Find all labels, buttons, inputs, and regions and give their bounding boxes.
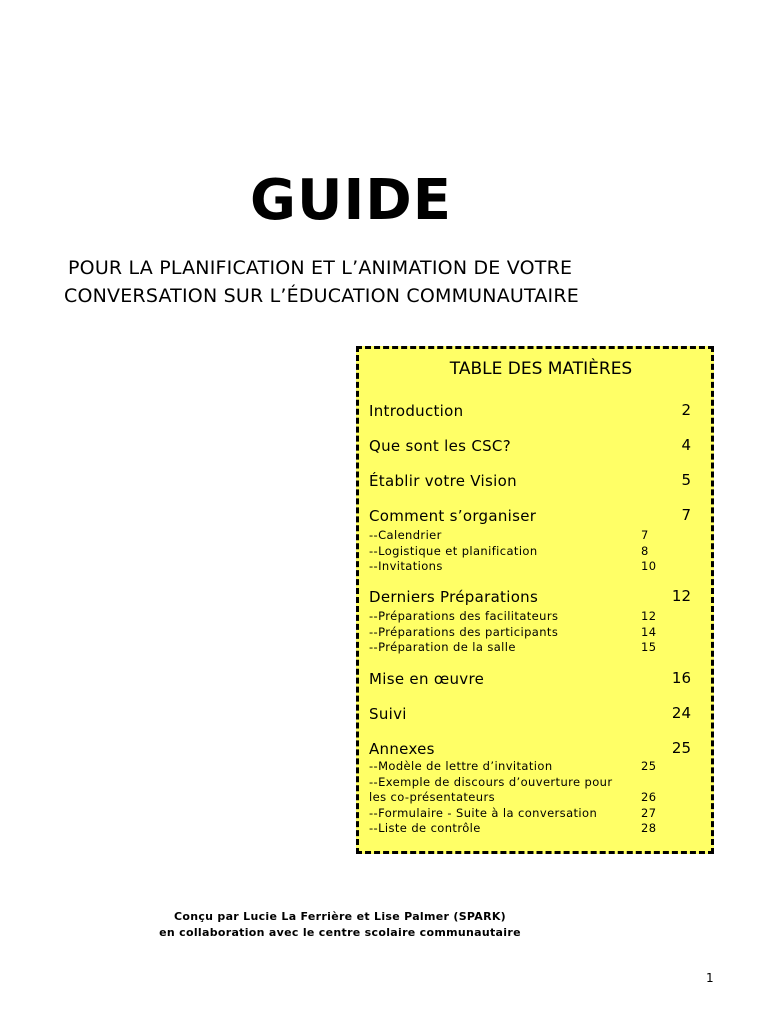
toc-subentry-page: 25 [641, 759, 657, 773]
toc-subentry-page: 27 [641, 805, 657, 820]
toc-entry-page: 16 [671, 669, 691, 687]
toc-entry-page: 12 [671, 587, 691, 605]
toc-subentry-label: --Logistique et planification [369, 543, 538, 558]
toc-subentry-label: --Invitations [369, 559, 443, 574]
toc-subentry-label: --Préparations des facilitateurs [369, 609, 559, 623]
toc-subentry-label: --Formulaire - Suite à la conversation [369, 805, 598, 820]
toc-subentry [369, 821, 691, 837]
document-subtitle [64, 254, 664, 310]
credits [0, 909, 680, 941]
toc-entry-mise-en-oeuvre [369, 669, 691, 688]
toc-subentry-page: 14 [641, 624, 657, 639]
toc-entry-vision [369, 471, 691, 490]
toc-entry-label: Mise en œuvre [369, 670, 485, 688]
credits-line-2: en collaboration avec le centre scolaire communautaire [159, 926, 521, 939]
page-number: 1 [706, 971, 714, 985]
toc-entry-label: Annexes [369, 740, 435, 758]
toc-entry-page: 25 [671, 739, 691, 757]
table-of-contents [356, 346, 714, 854]
toc-entry-label: Comment s’organiser [369, 507, 537, 525]
toc-subentry-page: 10 [641, 559, 657, 574]
toc-subentry-page: 8 [641, 543, 649, 558]
toc-subentry-page: 12 [641, 609, 657, 623]
toc-subentry [369, 528, 691, 544]
toc-heading: TABLE DES MATIÈRES [449, 359, 633, 379]
toc-entry-label: Introduction [369, 402, 464, 420]
toc-entry-label: Suivi [369, 705, 407, 723]
toc-subentry-page: 28 [641, 821, 657, 836]
credits-line-1: Conçu par Lucie La Ferrière et Lise Palmer (SPARK) [173, 910, 507, 923]
toc-entry-label: Que sont les CSC? [369, 437, 511, 455]
document-title: GUIDE [250, 168, 453, 233]
toc-entry-label: Établir votre Vision [369, 472, 517, 490]
toc-subentry-label: --Modèle de lettre d’invitation [369, 759, 553, 773]
toc-subentry [369, 559, 691, 575]
toc-subentry-page: 26 [641, 790, 657, 805]
toc-entry-page: 7 [681, 506, 691, 524]
toc-entry-page: 5 [681, 471, 691, 489]
toc-entry-organiser [369, 506, 691, 575]
toc-subentry [369, 759, 691, 775]
toc-subentry [369, 806, 691, 822]
toc-entry-annexes [369, 739, 691, 837]
subtitle-line-2: CONVERSATION SUR L’ÉDUCATION COMMUNAUTAIRE [64, 285, 579, 307]
toc-entry-label: Derniers Préparations [369, 588, 539, 606]
toc-entry-introduction [369, 401, 691, 420]
toc-entry-preparations [369, 587, 691, 656]
toc-subentry [369, 640, 691, 656]
toc-subentry-label: --Calendrier [369, 528, 442, 542]
toc-subentry [369, 625, 691, 641]
toc-entry-csc [369, 436, 691, 455]
toc-subentry [369, 609, 691, 625]
toc-subentry [369, 544, 691, 560]
toc-subentry-page: 7 [641, 528, 649, 542]
toc-entry-suivi [369, 704, 691, 723]
toc-entry-page: 4 [681, 436, 691, 454]
subtitle-line-1: POUR LA PLANIFICATION ET L’ANIMATION DE VOTRE [68, 257, 573, 279]
toc-subentry-label: --Préparations des participants [369, 624, 559, 639]
toc-subentry-label: --Préparation de la salle [369, 640, 516, 655]
toc-subentry-page: 15 [641, 640, 657, 655]
toc-entry-page: 2 [681, 401, 691, 419]
toc-entry-page: 24 [671, 704, 691, 722]
toc-subentry-label: --Liste de contrôle [369, 821, 481, 836]
toc-subentry [369, 775, 691, 806]
toc-subentry-label: --Exemple de discours d’ouverture pour les co-présentateurs [369, 774, 613, 805]
